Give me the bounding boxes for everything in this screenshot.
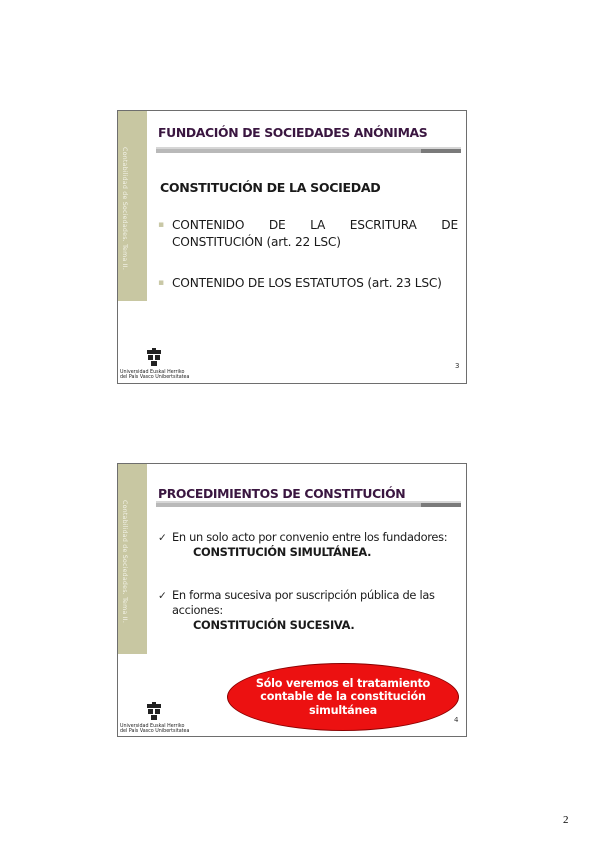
- university-seal-icon: [144, 348, 164, 368]
- check-subtext: CONSTITUCIÓN SUCESIVA.: [193, 618, 355, 632]
- bullet-item: [158, 275, 458, 292]
- check-subtext: CONSTITUCIÓN SIMULTÁNEA.: [193, 544, 372, 559]
- sidebar-label: Contabilidad de Sociedades. Tema II.: [121, 500, 128, 624]
- checkmark-icon: ✓: [158, 532, 167, 544]
- slide-3: [117, 110, 467, 384]
- slide-page-number: 3: [455, 362, 460, 370]
- check-item: [158, 530, 458, 560]
- bullet-item: [158, 217, 458, 251]
- title-rule: [156, 503, 461, 507]
- checkmark-icon: ✓: [158, 590, 167, 602]
- university-name: Universidad Euskal Herriko del País Vasco Unibertsitatea: [120, 724, 190, 735]
- callout-text: Sólo veremos el tratamiento contable de la constitución simultánea: [255, 676, 431, 717]
- bullet-icon: ▪: [158, 220, 164, 230]
- bullet-text: CONTENIDO DE LOS ESTATUTOS (art. 23 LSC): [172, 276, 442, 290]
- slide-sidebar: [118, 111, 147, 301]
- check-text: En un solo acto por convenio entre los fundadores:: [172, 530, 448, 544]
- university-logo: [120, 348, 194, 384]
- document-page-number: 2: [563, 814, 569, 826]
- callout-oval: [227, 663, 459, 731]
- section-heading: CONSTITUCIÓN DE LA SOCIEDAD: [160, 180, 381, 195]
- sidebar-label: Contabilidad de Sociedades. Tema II.: [121, 147, 128, 271]
- slide-sidebar: [118, 464, 147, 654]
- bullet-text: CONTENIDO DE LA ESCRITURA DE CONSTITUCIÓN (art. 22 LSC): [172, 218, 458, 249]
- slide-title: FUNDACIÓN DE SOCIEDADES ANÓNIMAS: [158, 125, 428, 140]
- slide-4: [117, 463, 467, 737]
- check-text: En forma sucesiva por suscripción pública de las acciones:: [172, 588, 435, 617]
- title-rule: [156, 149, 461, 153]
- check-item: [158, 588, 458, 633]
- university-name: Universidad Euskal Herriko del País Vasco Unibertsitatea: [120, 370, 190, 381]
- slide-title: PROCEDIMIENTOS DE CONSTITUCIÓN: [158, 486, 406, 501]
- university-seal-icon: [144, 702, 164, 722]
- university-logo: [120, 702, 194, 737]
- slide-page-number: 4: [454, 716, 459, 724]
- bullet-icon: ▪: [158, 278, 164, 288]
